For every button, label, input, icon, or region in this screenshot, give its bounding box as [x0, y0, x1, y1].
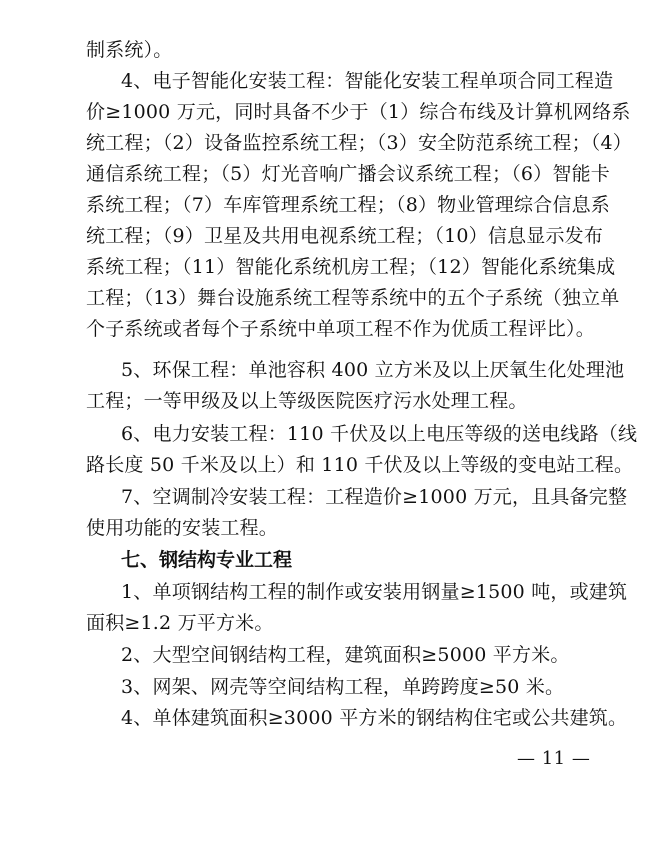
- item-4-line-6: 统工程；（9）卫星及共用电视系统工程；（10）信息显示发布: [86, 225, 604, 247]
- item-4-line-9: 个子系统或者每个子系统中单项工程不作为优质工程评比）。: [86, 318, 595, 340]
- continued-line: 制系统）。: [86, 39, 173, 61]
- item-6-line-2: 路长度 50 千米及以上）和 110 千伏及以上等级的变电站工程。: [86, 454, 634, 476]
- page-number: — 11 —: [517, 748, 591, 769]
- steel-item-1-line-1: 1、单项钢结构工程的制作或安装用钢量≥1500 吨，或建筑: [121, 581, 628, 603]
- item-5-line-2: 工程；一等甲级及以上等级医院医疗污水处理工程。: [86, 390, 528, 412]
- item-4-line-8: 工程；（13）舞台设施系统工程等系统中的五个子系统（独立单: [86, 287, 620, 309]
- steel-item-3: 3、网架、网壳等空间结构工程，单跨跨度≥50 米。: [121, 676, 565, 698]
- item-4-line-2: 价≥1000 万元，同时具备不少于（1）综合布线及计算机网络系: [86, 101, 631, 123]
- item-4-line-4: 通信系统工程；（5）灯光音响广播会议系统工程；（6）智能卡: [86, 163, 610, 185]
- item-4-line-5: 系统工程；（7）车库管理系统工程；（8）物业管理综合信息系: [86, 194, 610, 216]
- item-4-line-1: 4、电子智能化安装工程：智能化安装工程单项合同工程造: [121, 70, 614, 92]
- item-7-line-2: 使用功能的安装工程。: [86, 517, 279, 539]
- steel-item-4: 4、单体建筑面积≥3000 平方米的钢结构住宅或公共建筑。: [121, 707, 628, 729]
- item-7-line-1: 7、空调制冷安装工程：工程造价≥1000 万元，且具备完整: [121, 486, 628, 508]
- item-4-line-3: 统工程；（2）设备监控系统工程；（3）安全防范系统工程；（4）: [86, 132, 632, 154]
- item-5-line-1: 5、环保工程：单池容积 400 立方米及以上厌氧生化处理池: [121, 359, 625, 381]
- steel-item-1-line-2: 面积≥1.2 万平方米。: [86, 612, 274, 634]
- item-6-line-1: 6、电力安装工程：110 千伏及以上电压等级的送电线路（线: [121, 423, 638, 445]
- steel-item-2: 2、大型空间钢结构工程，建筑面积≥5000 平方米。: [121, 644, 570, 666]
- section-heading: 七、钢结构专业工程: [121, 549, 293, 571]
- item-4-line-7: 系统工程；（11）智能化系统机房工程；（12）智能化系统集成: [86, 256, 616, 278]
